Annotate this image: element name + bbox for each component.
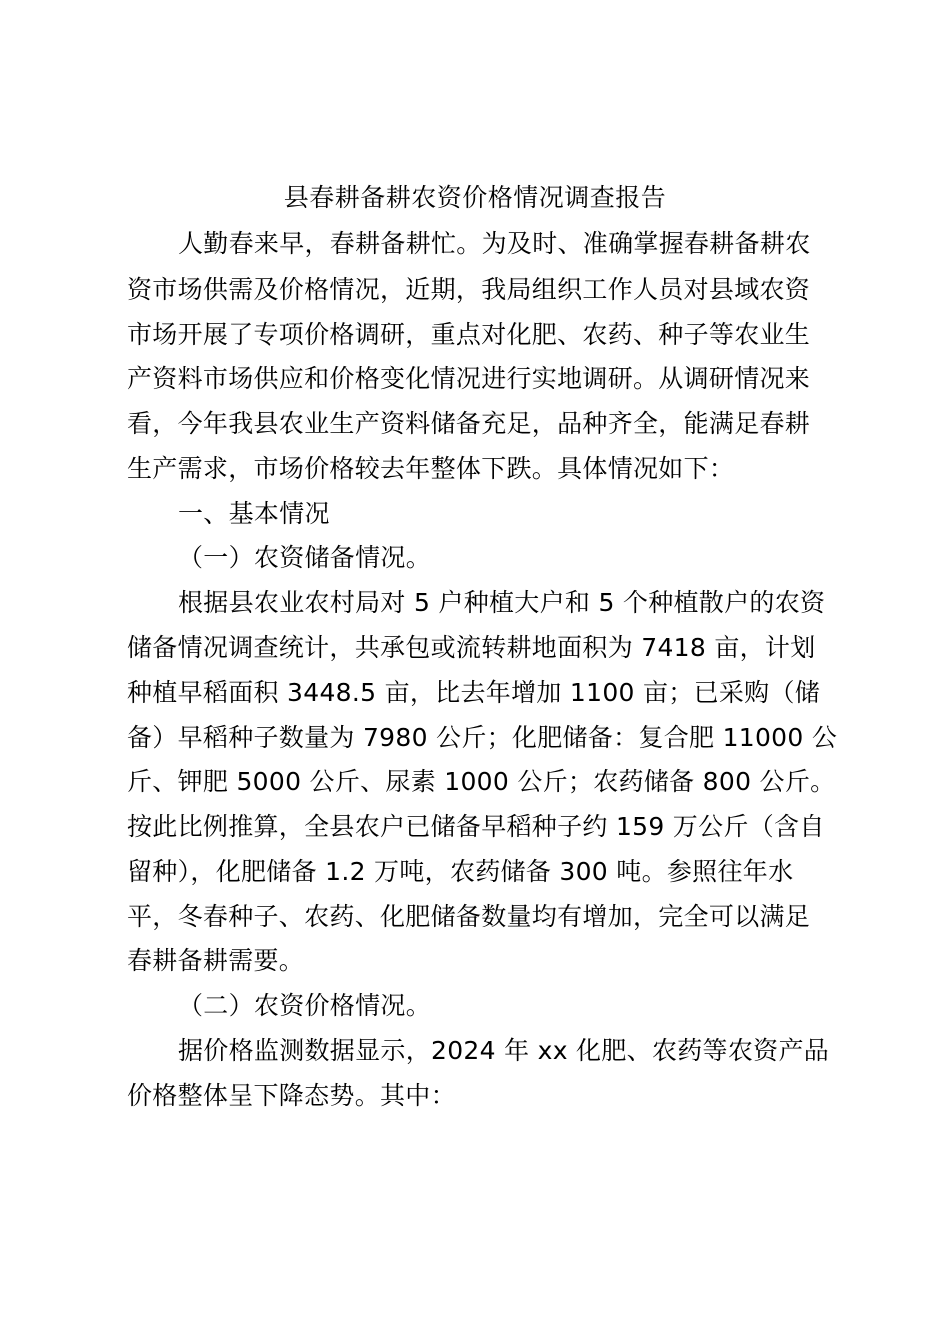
document-title: 县春耕备耕农资价格情况调查报告 xyxy=(283,183,667,212)
paragraph-line: 生产需求，市场价格较去年整体下跌。具体情况如下： xyxy=(127,454,735,483)
section-heading: 一、基本情况 xyxy=(178,499,330,528)
paragraph-line: 春耕备耕需要。 xyxy=(127,946,305,975)
paragraph-line: 根据县农业农村局对 5 户种植大户和 5 个种植散户的农资 xyxy=(178,588,826,617)
paragraph-line: 储备情况调查统计，共承包或流转耕地面积为 7418 亩，计划 xyxy=(127,633,816,662)
paragraph-line: 按此比例推算，全县农户已储备早稻种子约 159 万公斤（含自 xyxy=(127,812,825,841)
paragraph-line: 市场开展了专项价格调研，重点对化肥、农药、种子等农业生 xyxy=(127,320,811,349)
paragraph-line: 价格整体呈下降态势。其中： xyxy=(127,1081,456,1110)
paragraph-line: 看，今年我县农业生产资料储备充足，品种齐全，能满足春耕 xyxy=(127,409,811,438)
subsection-heading: （二）农资价格情况。 xyxy=(178,991,432,1020)
paragraph-line: 备）早稻种子数量为 7980 公斤；化肥储备：复合肥 11000 公 xyxy=(127,723,838,752)
paragraph-line: 平，冬春种子、农药、化肥储备数量均有增加，完全可以满足 xyxy=(127,902,811,931)
paragraph-line: 资市场供需及价格情况，近期，我局组织工作人员对县域农资 xyxy=(127,275,811,304)
subsection-heading: （一）农资储备情况。 xyxy=(178,543,432,572)
paragraph-line: 种植早稻面积 3448.5 亩，比去年增加 1100 亩；已采购（储 xyxy=(127,678,821,707)
paragraph-line: 据价格监测数据显示，2024 年 xx 化肥、农药等农资产品 xyxy=(178,1036,830,1065)
paragraph-line: 产资料市场供应和价格变化情况进行实地调研。从调研情况来 xyxy=(127,364,811,393)
paragraph-line: 人勤春来早，春耕备耕忙。为及时、准确掌握春耕备耕农 xyxy=(178,229,811,258)
paragraph-line: 斤、钾肥 5000 公斤、尿素 1000 公斤；农药储备 800 公斤。 xyxy=(127,767,836,796)
paragraph-line: 留种），化肥储备 1.2 万吨，农药储备 300 吨。参照往年水 xyxy=(127,857,794,886)
